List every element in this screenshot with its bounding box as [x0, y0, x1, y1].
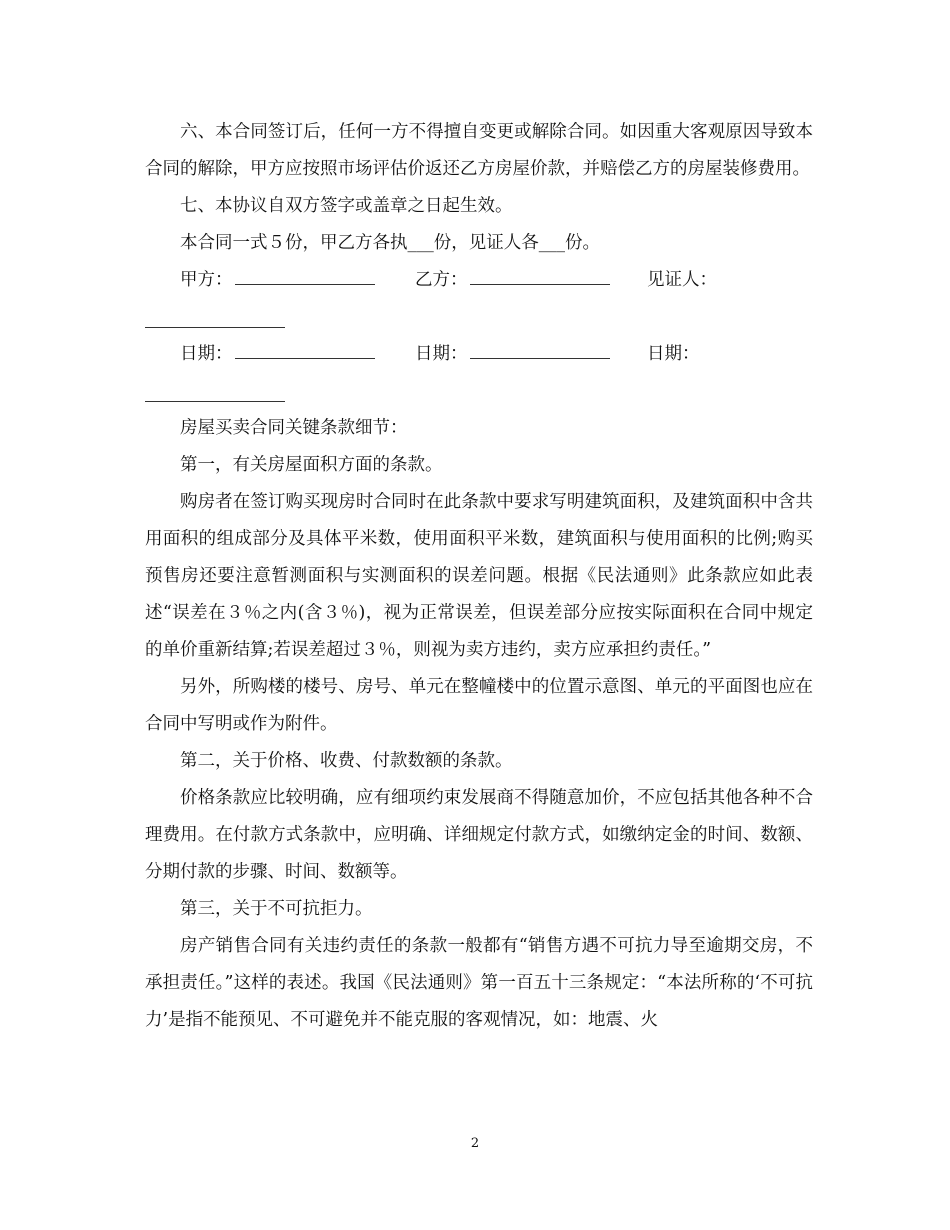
clause-six: 六、本合同签订后，任何一方不得擅自变更或解除合同。如因重大客观原因导致本合同的解除，甲方应按照市场评估价返还乙方房屋价款，并赔偿乙方的房屋装修费用。: [145, 122, 813, 179]
signature-row: [145, 262, 813, 299]
witness-blank-row: [145, 299, 813, 336]
details-title: 房屋买卖合同关键条款细节：: [180, 418, 408, 438]
date-a: [180, 336, 375, 373]
date-row: [145, 336, 813, 373]
section-three-title: 第三，关于不可抗拒力。: [180, 899, 373, 919]
witness-label: 见证人：: [647, 270, 717, 290]
section-two-paragraph: 价格条款应比较明确，应有细项约束发展商不得随意加价，不应包括其他各种不合理费用。在付款方式条款中，应明确、详细规定付款方式，如缴纳定金的时间、数额、分期付款的步骤、时间、数额等。: [145, 788, 813, 882]
document-body: [145, 114, 813, 1039]
date-b-label: 日期：: [415, 344, 468, 364]
witness-signature: [647, 262, 717, 299]
date-c-blank-row: [145, 373, 813, 410]
party-a-label: 甲方：: [180, 270, 233, 290]
date-c-label: 日期：: [647, 344, 700, 364]
date-b-blank[interactable]: [470, 338, 610, 359]
date-c-blank[interactable]: [145, 381, 285, 402]
section-one-paragraph-1: 购房者在签订购买现房时合同时在此条款中要求写明建筑面积，及建筑面积中含共用面积的组成部分及具体平米数，使用面积平米数，建筑面积与使用面积的比例;购买预售房还要注意暂测面积与实测面积的误差问题。根据《民法通则》此条款应如此表述“误差在３％之内(含３％)，视为正常误差，但误差部分应按实际面积在合同中规定的单价重新结算;若误差超过３％，则视为卖方违约，卖方应承担约责任。”: [145, 492, 813, 660]
clause-seven: 七、本协议自双方签字或盖章之日起生效。: [180, 196, 513, 216]
party-a-signature: [180, 262, 375, 299]
page-number: 2: [470, 1136, 480, 1151]
copies-clause: 本合同一式５份，甲乙方各执___份，见证人各___份。: [180, 233, 600, 253]
section-two-title: 第二，关于价格、收费、付款数额的条款。: [180, 751, 513, 771]
date-b: [415, 336, 610, 373]
party-a-blank[interactable]: [235, 264, 375, 285]
section-one-title: 第一，有关房屋面积方面的条款。: [180, 455, 443, 475]
party-b-label: 乙方：: [415, 270, 468, 290]
witness-blank[interactable]: [145, 307, 285, 328]
section-three-paragraph: 房产销售合同有关违约责任的条款一般都有“销售方遇不可抗力导至逾期交房，不承担责任。”这样的表述。我国《民法通则》第一百五十三条规定：“本法所称的‘不可抗力’是指不能预见、不可避免并不能克服的客观情况，如：地震、火: [145, 936, 813, 1030]
party-b-blank[interactable]: [470, 264, 610, 285]
date-a-blank[interactable]: [235, 338, 375, 359]
party-b-signature: [415, 262, 610, 299]
date-a-label: 日期：: [180, 344, 233, 364]
date-c: [647, 336, 700, 373]
section-one-paragraph-2: 另外，所购楼的楼号、房号、单元在整幢楼中的位置示意图、单元的平面图也应在合同中写明或作为附件。: [145, 677, 813, 734]
